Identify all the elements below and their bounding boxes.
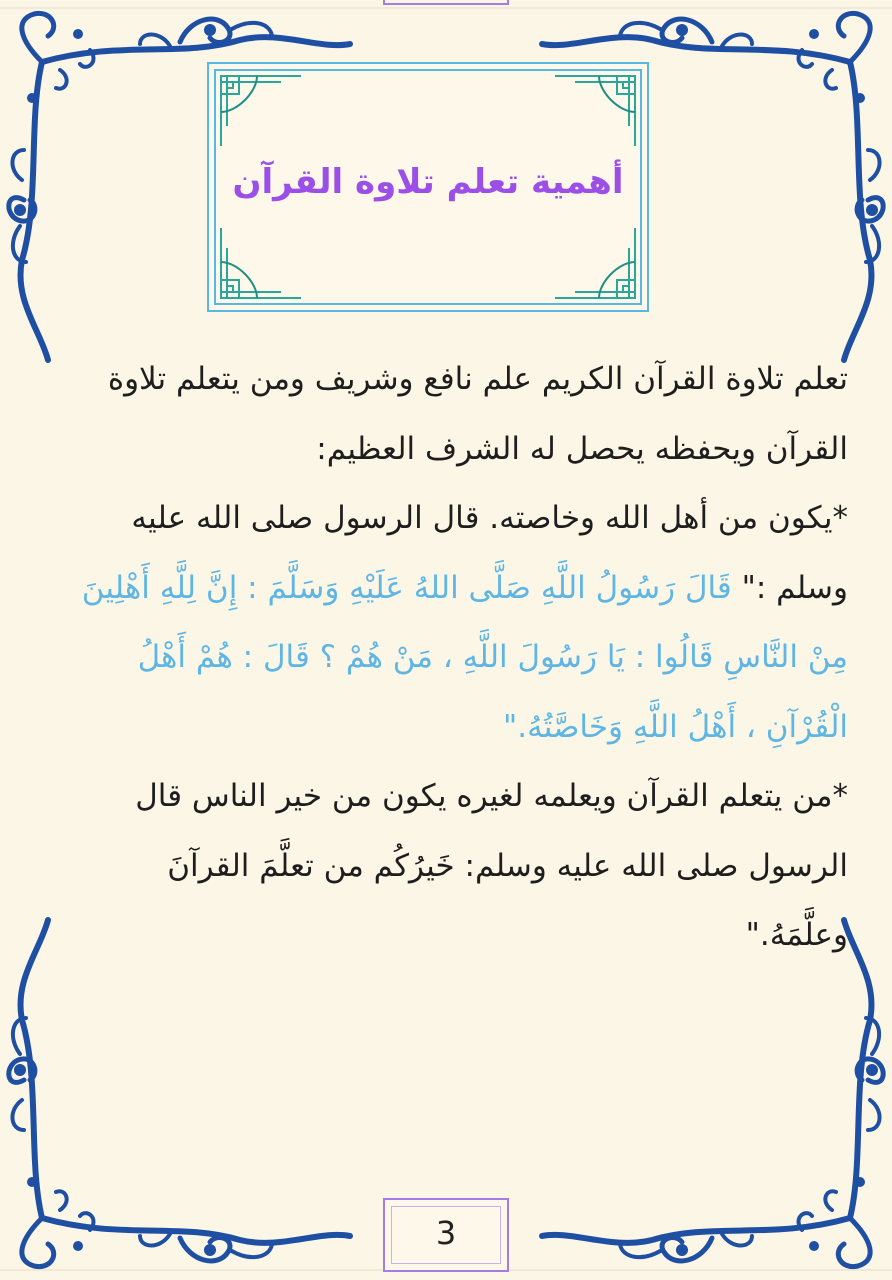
page-title: أهمية تعلم تلاوة القرآن xyxy=(232,162,624,202)
point-2-paragraph: *من يتعلم القرآن ويعلمه لغيره يكون من خير الناس قال الرسول صلى الله عليه وسلم: خَيرُكُم من تعلَّمَ القرآنَ وعلَّمَهُ." xyxy=(135,778,848,953)
frame-corner-bottom-left xyxy=(9,920,350,1267)
body-text xyxy=(62,345,848,971)
top-page-tab xyxy=(383,0,509,5)
page-number-box xyxy=(383,1198,509,1272)
page-number: 3 xyxy=(435,1214,457,1252)
knot-corner-icon xyxy=(221,76,301,146)
point-1-paragraph xyxy=(62,484,848,762)
point-1-text: *يكون من أهل الله وخاصته. قال الرسول صلى الله عليه وسلم :" xyxy=(131,500,848,606)
title-box xyxy=(207,62,649,312)
hadith-quote: قَالَ رَسُولُ اللَّهِ صَلَّى اللهُ عَلَيْهِ وَسَلَّمَ : إِنَّ لِلَّهِ أَهْلِينَ مِنْ النَّاسِ قَالُوا : يَا رَسُولَ اللَّهِ ، مَنْ هُمْ ؟ قَالَ : هُمْ أَهْلُ الْقُرْآنِ ، أَهْلُ اللَّهِ وَخَاصَّتُهُ." xyxy=(81,569,848,745)
frame-corner-bottom-right xyxy=(542,920,883,1267)
intro-paragraph: تعلم تلاوة القرآن الكريم علم نافع وشريف ومن يتعلم تلاوة القرآن ويحفظه يحصل له الشرف العظيم: xyxy=(107,361,848,467)
